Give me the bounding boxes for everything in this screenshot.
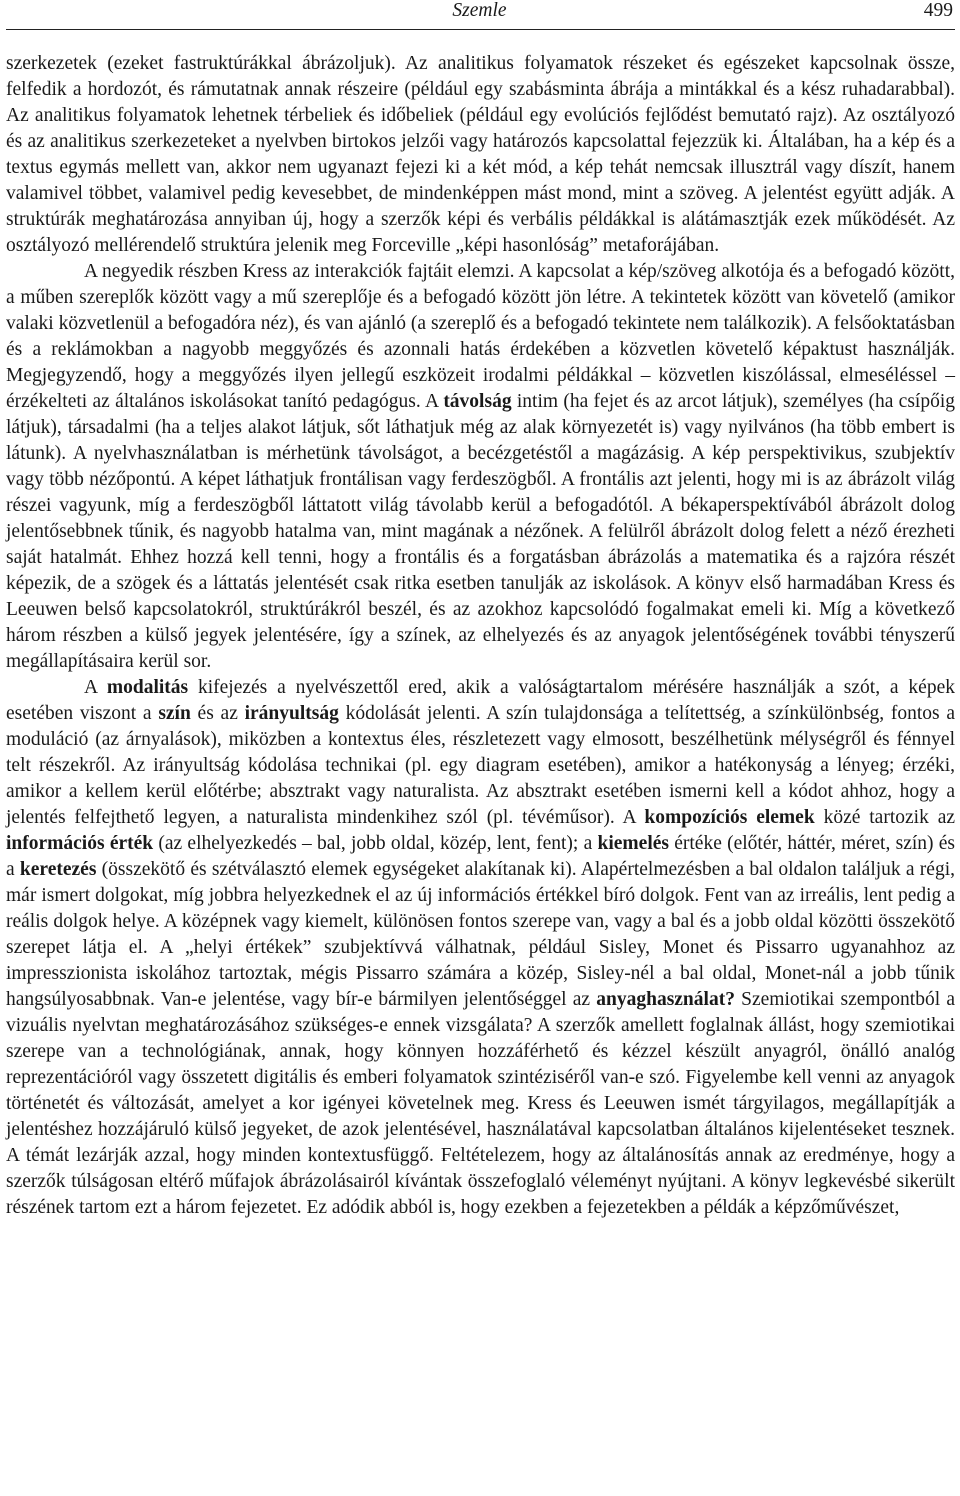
- bold-term: szín: [158, 703, 191, 724]
- body-text: [6, 51, 955, 1221]
- text-run: intim (ha fejet és az arcot látjuk), személyes (ha csípőig látjuk), társadalmi (ha a teljes alakot látjuk, sőt láthatjuk még az alak környezetét is) vagy nyilvános (ha több embert is látunk). A nyelvhasználatban is mérhetünk távolságot, a becézgetéstől a magázásig. A kép perspektivikus, szubjektív vagy több nézőpontú. A képet láthatjuk frontálisan vagy ferdeszögből. A frontális azt jelenti, hogy mi is az ábrázolt világ részei vagyunk, míg a ferdeszögből láttatott világ távolabb kerül a befogadótól. A békaperspektívából ábrázolt dolog jelentősebbnek tűnik, és nagyobb hatalma van, mint magának a nézőnek. A felülről ábrázolt dolog felett a néző érezheti saját hatalmát. Ehhez hozzá kell tenni, hogy a frontális és a forgatásban ábrázolás a matematika és a rajzóra részét képezik, de a szögek és a láttatás jelentését csak ritka esetben tanulják az iskolások. A könyv első harmadában Kress és Leeuwen belső kapcsolatokról, struktúrákról beszél, és az azokhoz kapcsolódó fogalmakat emeli ki. Míg a következő három részben a külső jegyek jelentésére, így a színek, az elhelyezés és az anyagok jelentőségének további tényszerű megállapításaira kerül sor.: [6, 391, 955, 672]
- paragraph: [6, 259, 955, 675]
- paragraph: [6, 51, 955, 259]
- paragraph: [6, 675, 955, 1221]
- text-run: szerkezetek (ezeket fastruktúrákkal ábrázoljuk). Az analitikus folyamatok részeket és egészeket kapcsolnak össze, felfedik a hordozót, és rámutatnak annak részeire (például egy szabásminta ábrája a mintákkal és a kész ruhadarabbal). Az analitikus folyamatok lehetnek térbeliek és időbeliek (például egy evolúciós fejlődést bemutató rajz). Az osztályozó és az analitikus szerkezeteket a nyelvben birtokos jelzői vagy határozós kapcsolattal fejezzük ki. Általában, ha a kép és a textus egymás mellett van, akkor nem ugyanazt fejezi ki a két mód, a kép tehát nemcsak illusztrál vagy díszít, hanem valamivel többet, valamivel pedig kevesebbet, de mindenképpen mást mond, mint a szöveg. A jelentést együtt adják. A struktúrák meghatározása annyiban új, hogy a szerzők képi és verbális példákkal is alátámasztják ezek működését. Az osztályozó mellérendelő struktúra jelenik meg Forceville „képi hasonlóság” metaforájában.: [6, 53, 955, 256]
- text-run: A negyedik részben Kress az interakciók fajtáit elemzi. A kapcsolat a kép/szöveg alkotója és a befogadó között, a műben szereplők között vagy a mű szereplője és a befogadó között jön létre. A tekintetek között van követelő (amikor valaki közvetlenül a befogadóra néz), és van ajánló (a szereplő és a befogadó tekintete nem találkozik). A felsőoktatásban és a reklámokban a nagyobb meggyőzés és azonnali hatás érdekében a közvetlen követelő képaktust használják. Megjegyzendő, hogy a meggyőzés ilyen jellegű eszközeit irodalmi példákkal – közvetlen kiszólással, elmeséléssel – érzékelteti az általános iskolásokat tanító pedagógus. A: [6, 261, 955, 412]
- bold-term: információs érték: [6, 833, 154, 854]
- bold-term: anyaghasználat?: [596, 989, 735, 1010]
- bold-term: távolság: [443, 391, 512, 412]
- text-run: (összekötő és szétválasztó elemek egységeket alakítanak ki). Alapértelmezésben a bal oldalon találjuk a régi, már ismert dolgokat, míg jobbra helyezkednek el az új információs értékkel bíró dolgok. Fent van az irreális, lent pedig a reális dolgok helye. A középnek vagy kiemelt, különösen fontos szerepe van, vagy a bal és a jobb oldal közötti összekötő szerepet látja el. A „helyi értékek” szubjektívvá válhatnak, például Sisley, Monet és Pissarro ugyanahhoz az impresszionista iskolához tartoztak, mégis Pissarro számára a közép, Sisley-nél a bal oldal, Monet-nál a jobb tűnik hangsúlyosabbnak. Van-e jelentése, vagy bír-e bármilyen jelentőséggel az: [6, 859, 955, 1010]
- text-run: kódolását jelenti. A szín tulajdonsága a telítettség, a színkülönbség, fontos a moduláció (az árnyalások), miközben a kontextus éles, részletezett vagy elmosott, beszélhetünk mélységről és fénnyel telt részekről. Az irányultság kódolása technikai (pl. egy diagram esetében), amikor a hatékonyság a lényeg; érzéki, amikor a kellem kerül előtérbe; absztrakt vagy naturalista. Az absztrakt esetében ismerni kell a kódot ahhoz, hogy a jelentés felfejthető legyen, a naturalista mindenkihez szól (pl. tévéműsor). A: [6, 703, 955, 828]
- text-run: kifejezés a nyelvészettől ered, akik a valóságtartalom mérésére használják a szót, a képek esetében viszont a: [6, 677, 955, 724]
- bold-term: keretezés: [19, 859, 97, 880]
- text-run: (az elhelyezkedés – bal, jobb oldal, közép, lent, fent); a: [153, 833, 598, 854]
- text-run: Szemiotikai szempontból a vizuális nyelvtan meghatározásához szükséges-e ennek vizsgálata? A szerzők amellett foglalnak állást, hogy szemiotikai szerepe van a technológiának, annak, hogy könnyen hozzáférhető és kézzel készült anyagról, önálló analóg reprezentációról vagy összetett digitális és emberi folyamatok szintéziséről van-e szó. Figyelembe kell venni az anyagok történetét és változását, amelyet a kor igényei követelnek meg. Kress és Leeuwen ismét tárgyilagos, megállapítják a jelentéshez hozzájáruló külső jegyeket, de azok jelentésével, használatával kapcsolatban általános kijelentéseket tesznek. A témát lezárják azzal, hogy minden kontextusfüggő. Feltételezem, hogy az általánosítás annak az eredménye, hogy a szerzők túlságosan eltérő műfajok ábrázolásairól kívántak összefoglaló véleményt nyújtani. A könyv legkevésbé sikerült részének tartom ezt a három fejezetet. Ez adódik abból is, hogy ezekben a fejezetekben a példák a képzőművészet,: [6, 989, 955, 1218]
- running-header: [6, 0, 955, 30]
- journal-title: Szemle: [452, 0, 507, 21]
- text-run: A: [84, 677, 107, 698]
- text-run: és az: [190, 703, 245, 724]
- text-run: közé tartozik az: [814, 807, 956, 828]
- bold-term: kompozíciós elemek: [644, 807, 815, 828]
- bold-term: modalitás: [106, 677, 189, 698]
- bold-term: kiemelés: [597, 833, 669, 854]
- bold-term: irányultság: [244, 703, 339, 724]
- page-number: 499: [923, 0, 953, 21]
- text-run: értéke (előtér, háttér, méret, szín) és a: [6, 833, 956, 880]
